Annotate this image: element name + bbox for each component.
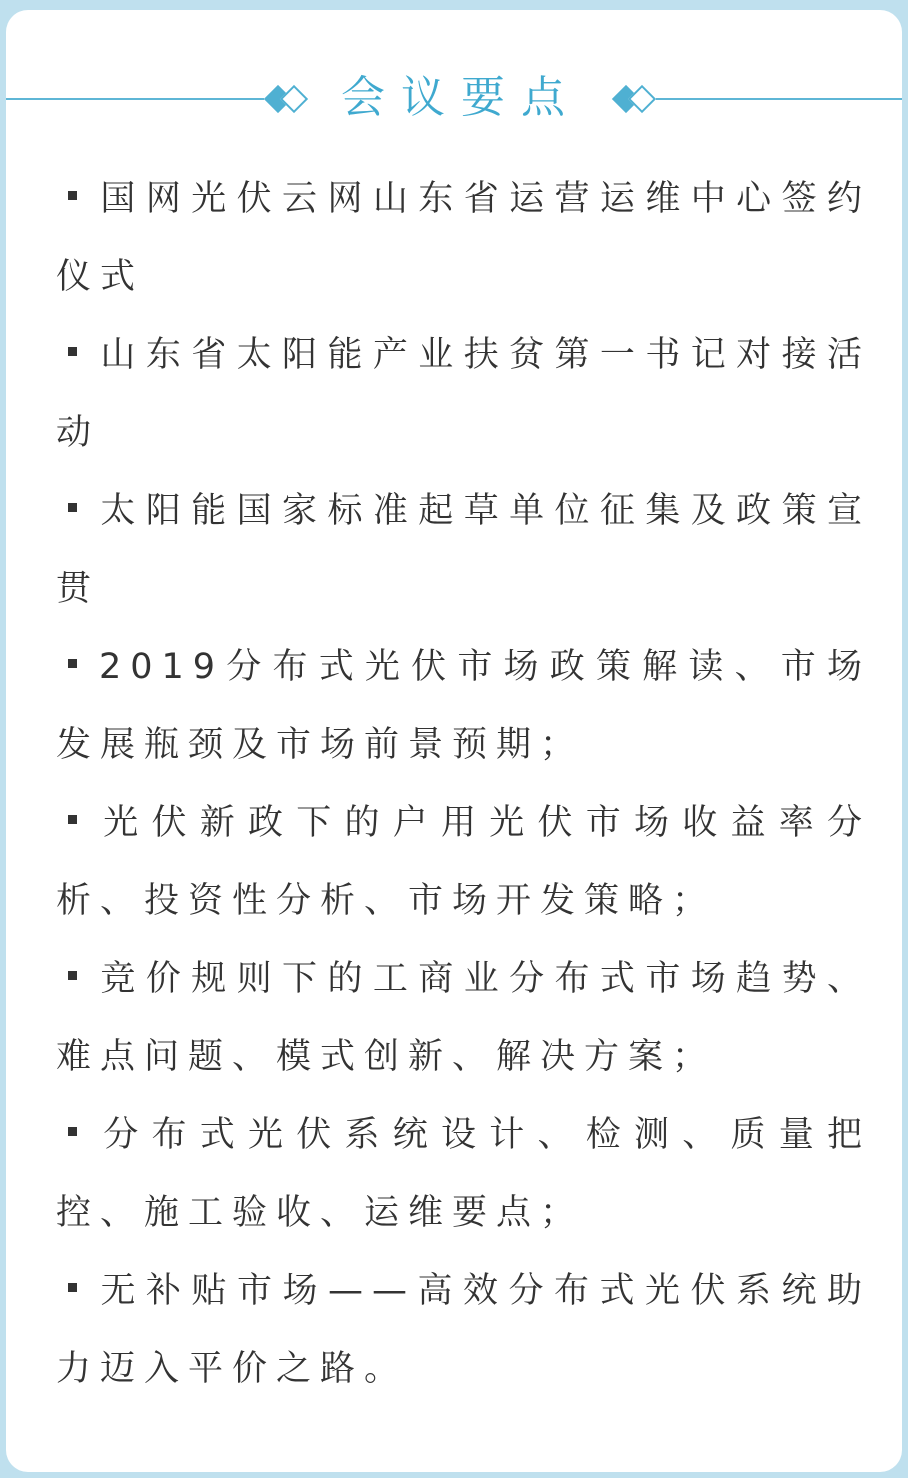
content-card: [6, 10, 902, 1472]
header-divider-right: [656, 98, 902, 100]
square-bullet-icon: [68, 503, 77, 512]
list-item-text: 2019分布式光伏市场政策解读、市场发展瓶颈及市场前景预期；: [56, 647, 871, 765]
diamond-outline-icon: [628, 85, 656, 113]
list-item: [56, 160, 871, 316]
list-item: [56, 1252, 871, 1408]
list-item: [56, 628, 871, 784]
list-item: [56, 940, 871, 1096]
square-bullet-icon: [68, 815, 77, 824]
square-bullet-icon: [68, 971, 77, 980]
list-item-text: 太阳能国家标准起草单位征集及政策宣贯: [56, 491, 871, 609]
list-item-text: 无补贴市场——高效分布式光伏系统助力迈入平价之路。: [56, 1271, 871, 1389]
list-item: [56, 472, 871, 628]
list-item-text: 山东省太阳能产业扶贫第一书记对接活动: [56, 335, 871, 453]
section-title: 会议要点: [341, 72, 581, 123]
list-item-text: 竞价规则下的工商业分布式市场趋势、难点问题、模式创新、解决方案；: [56, 959, 871, 1077]
list-item: [56, 784, 871, 940]
list-item-text: 分布式光伏系统设计、检测、质量把控、施工验收、运维要点；: [56, 1115, 871, 1233]
list-item-text: 光伏新政下的户用光伏市场收益率分析、投资性分析、市场开发策略；: [56, 803, 871, 921]
list-item: [56, 316, 871, 472]
list-item: [56, 1096, 871, 1252]
agenda-list: [56, 160, 871, 1408]
square-bullet-icon: [68, 1283, 77, 1292]
section-header: [6, 68, 902, 128]
square-bullet-icon: [68, 1127, 77, 1136]
list-item-text: 国网光伏云网山东省运营运维中心签约仪式: [56, 179, 871, 297]
diamond-ornament-left-icon: [260, 82, 320, 116]
square-bullet-icon: [68, 191, 77, 200]
header-divider-left: [6, 98, 264, 100]
square-bullet-icon: [68, 347, 77, 356]
diamond-outline-icon: [280, 85, 308, 113]
diamond-ornament-right-icon: [604, 82, 664, 116]
square-bullet-icon: [68, 659, 77, 668]
